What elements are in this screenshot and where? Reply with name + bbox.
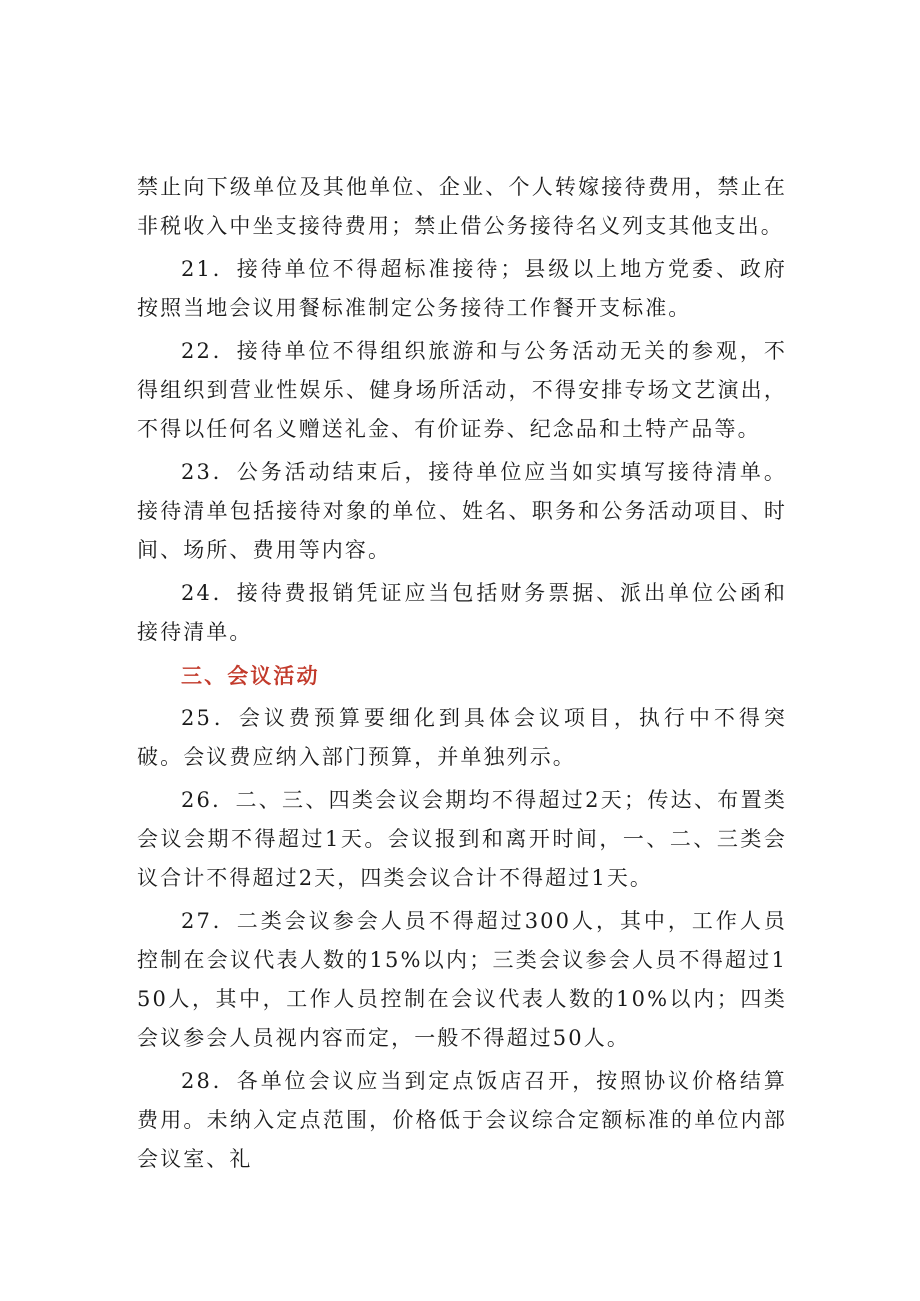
paragraph-item-25: 25．会议费预算要细化到具体会议项目，执行中不得突破。会议费应纳入部门预算，并单独列示。 bbox=[137, 706, 787, 769]
paragraph-item-23: 23．公务活动结束后，接待单位应当如实填写接待清单。接待清单包括接待对象的单位、姓名、职务和公务活动项目、时间、场所、费用等内容。 bbox=[137, 460, 787, 562]
paragraph-item-22: 22．接待单位不得组织旅游和与公务活动无关的参观，不得组织到营业性娱乐、健身场所活动，不得安排专场文艺演出，不得以任何名义赠送礼金、有价证券、纪念品和土特产品等。 bbox=[137, 339, 787, 441]
paragraph-item-24: 24．接待费报销凭证应当包括财务票据、派出单位公函和接待清单。 bbox=[137, 581, 787, 644]
paragraph-item-27: 27．二类会议参会人员不得超过300人，其中，工作人员控制在会议代表人数的15%以内；三类会议参会人员不得超过150人，其中，工作人员控制在会议代表人数的10%以内；四类会议参会人员视内容而定，一般不得超过50人。 bbox=[137, 909, 787, 1050]
paragraph-continued: 禁止向下级单位及其他单位、企业、个人转嫁接待费用，禁止在非税收入中坐支接待费用；禁止借公务接待名义列支其他支出。 bbox=[137, 175, 787, 238]
section-heading-meetings: 三、会议活动 bbox=[181, 663, 320, 688]
paragraph-item-28: 28．各单位会议应当到定点饭店召开，按照协议价格结算费用。未纳入定点范围，价格低于会议综合定额标准的单位内部会议室、礼 bbox=[137, 1069, 787, 1171]
paragraph-item-26: 26．二、三、四类会议会期均不得超过2天；传达、布置类会议会期不得超过1天。会议报到和离开时间，一、二、三类会议合计不得超过2天，四类会议合计不得超过1天。 bbox=[137, 788, 787, 890]
paragraph-item-21: 21．接待单位不得超标准接待；县级以上地方党委、政府按照当地会议用餐标准制定公务接待工作餐开支标准。 bbox=[137, 257, 787, 320]
document-body bbox=[137, 168, 787, 1183]
